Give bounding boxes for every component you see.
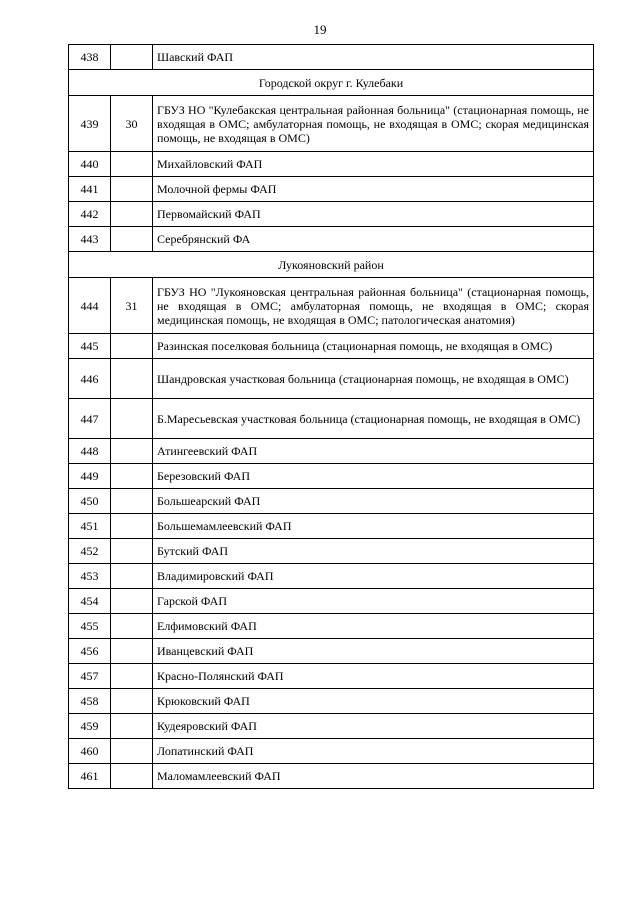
table-row (69, 152, 594, 177)
institution-name-cell: Большеарский ФАП (153, 489, 594, 514)
institution-name-cell: Шандровская участковая больница (стационарная помощь, не входящая в ОМС) (153, 359, 594, 399)
registry-table (68, 44, 594, 789)
row-number-cell: 444 (69, 278, 111, 334)
table-row (69, 689, 594, 714)
institution-number-cell (111, 564, 153, 589)
table-row (69, 96, 594, 152)
table-row (69, 739, 594, 764)
institution-number-cell (111, 334, 153, 359)
row-number-cell: 439 (69, 96, 111, 152)
institution-name-cell: Б.Маресьевская участковая больница (стационарная помощь, не входящая в ОМС) (153, 399, 594, 439)
table-row (69, 514, 594, 539)
institution-number-cell (111, 202, 153, 227)
institution-number-cell (111, 489, 153, 514)
table-row (69, 539, 594, 564)
section-title: Городской округ г. Кулебаки (69, 70, 594, 96)
table-row (69, 639, 594, 664)
institution-number-cell (111, 177, 153, 202)
institution-number-cell (111, 664, 153, 689)
institution-number-cell (111, 227, 153, 252)
table-row (69, 278, 594, 334)
institution-name-cell: Шавский ФАП (153, 45, 594, 70)
section-title: Лукояновский район (69, 252, 594, 278)
institution-number-cell (111, 464, 153, 489)
row-number-cell: 460 (69, 739, 111, 764)
row-number-cell: 445 (69, 334, 111, 359)
row-number-cell: 456 (69, 639, 111, 664)
institution-number-cell (111, 739, 153, 764)
institution-number-cell (111, 514, 153, 539)
section-header-row (69, 70, 594, 96)
row-number-cell: 458 (69, 689, 111, 714)
institution-name-cell: Разинская поселковая больница (стационарная помощь, не входящая в ОМС) (153, 334, 594, 359)
table-row (69, 334, 594, 359)
row-number-cell: 452 (69, 539, 111, 564)
row-number-cell: 453 (69, 564, 111, 589)
institution-number-cell: 30 (111, 96, 153, 152)
table-row (69, 202, 594, 227)
row-number-cell: 451 (69, 514, 111, 539)
institution-number-cell (111, 639, 153, 664)
institution-name-cell: Михайловский ФАП (153, 152, 594, 177)
table-row (69, 177, 594, 202)
institution-name-cell: Гарской ФАП (153, 589, 594, 614)
row-number-cell: 449 (69, 464, 111, 489)
institution-name-cell: Маломамлеевский ФАП (153, 764, 594, 789)
table-row (69, 399, 594, 439)
institution-number-cell (111, 399, 153, 439)
institution-number-cell (111, 359, 153, 399)
row-number-cell: 438 (69, 45, 111, 70)
table-row (69, 227, 594, 252)
institution-number-cell (111, 152, 153, 177)
row-number-cell: 446 (69, 359, 111, 399)
registry-body (69, 45, 594, 789)
institution-name-cell: Владимировский ФАП (153, 564, 594, 589)
row-number-cell: 441 (69, 177, 111, 202)
institution-number-cell (111, 689, 153, 714)
institution-name-cell: Красно-Полянский ФАП (153, 664, 594, 689)
institution-name-cell: Атингеевский ФАП (153, 439, 594, 464)
institution-name-cell: ГБУЗ НО "Кулебакская центральная районная больница" (стационарная помощь, не входящая в ОМС; амбулаторная помощь, не входящая в ОМС; скорая медицинская помощь, не входящая в ОМС) (153, 96, 594, 152)
institution-name-cell: Елфимовский ФАП (153, 614, 594, 639)
institution-number-cell (111, 764, 153, 789)
institution-number-cell (111, 614, 153, 639)
table-row (69, 564, 594, 589)
row-number-cell: 443 (69, 227, 111, 252)
institution-name-cell: Бутский ФАП (153, 539, 594, 564)
row-number-cell: 459 (69, 714, 111, 739)
institution-number-cell (111, 589, 153, 614)
institution-name-cell: Крюковский ФАП (153, 689, 594, 714)
row-number-cell: 457 (69, 664, 111, 689)
institution-name-cell: Лопатинский ФАП (153, 739, 594, 764)
row-number-cell: 440 (69, 152, 111, 177)
institution-name-cell: Большемамлеевский ФАП (153, 514, 594, 539)
institution-name-cell: Кудеяровский ФАП (153, 714, 594, 739)
table-row (69, 359, 594, 399)
institution-name-cell: Березовский ФАП (153, 464, 594, 489)
table-row (69, 614, 594, 639)
institution-number-cell (111, 439, 153, 464)
table-row (69, 439, 594, 464)
institution-name-cell: Иванцевский ФАП (153, 639, 594, 664)
institution-name-cell: Молочной фермы ФАП (153, 177, 594, 202)
row-number-cell: 447 (69, 399, 111, 439)
institution-name-cell: ГБУЗ НО "Лукояновская центральная районная больница" (стационарная помощь, не входящая в ОМС; амбулаторная помощь, не входящая в ОМС; скорая медицинская помощь, не входящая в ОМС; патологическая анатомия) (153, 278, 594, 334)
row-number-cell: 448 (69, 439, 111, 464)
table-row (69, 714, 594, 739)
table-row (69, 589, 594, 614)
institution-number-cell (111, 714, 153, 739)
row-number-cell: 454 (69, 589, 111, 614)
table-row (69, 764, 594, 789)
table-row (69, 664, 594, 689)
section-header-row (69, 252, 594, 278)
institution-number-cell: 31 (111, 278, 153, 334)
table-row (69, 45, 594, 70)
row-number-cell: 455 (69, 614, 111, 639)
row-number-cell: 442 (69, 202, 111, 227)
row-number-cell: 450 (69, 489, 111, 514)
institution-name-cell: Серебрянский ФА (153, 227, 594, 252)
table-row (69, 464, 594, 489)
institution-number-cell (111, 539, 153, 564)
row-number-cell: 461 (69, 764, 111, 789)
institution-name-cell: Первомайский ФАП (153, 202, 594, 227)
page-number: 19 (313, 22, 327, 37)
institution-number-cell (111, 45, 153, 70)
table-row (69, 489, 594, 514)
